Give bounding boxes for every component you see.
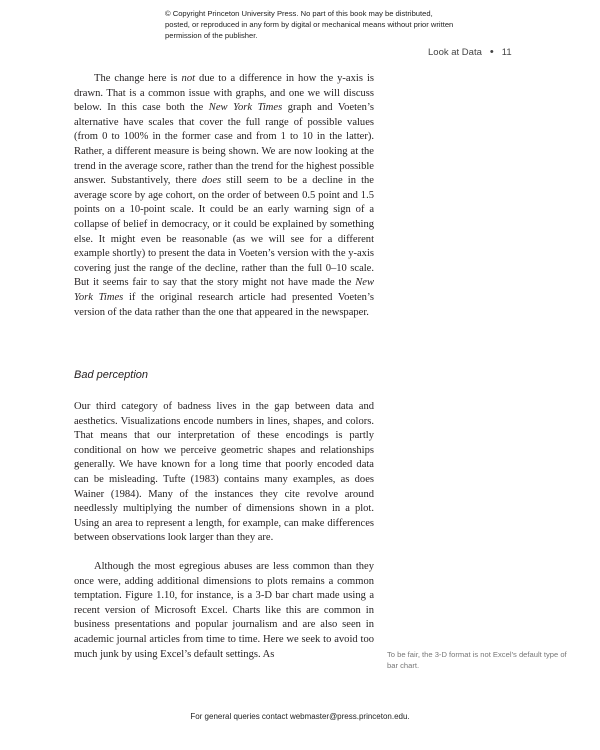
page-number: 11 <box>501 47 512 58</box>
margin-note: To be fair, the 3-D format is not Excel’s default type of bar chart. <box>387 650 567 670</box>
emphasis-does: does <box>201 175 222 187</box>
body-paragraph-3 <box>74 560 374 662</box>
paragraph-text: Although the most egregious abuses are less common than they once were, adding additional dimensions to plots remains a common temptation. Figure 1.10, for instance, is a 3-D bar chart made using a recent version of Microsoft Excel. Charts like this are common in business presentations and popular journalism and are also seen in academic journal articles from time to time. Here we seek to avoid too much junk by using Excel’s default settings. As <box>74 561 374 660</box>
separator-dot: • <box>489 46 494 58</box>
body-paragraph-1 <box>74 72 374 320</box>
footer-contact: For general queries contact webmaster@press.princeton.edu. <box>190 712 410 721</box>
body-paragraph-2 <box>74 400 374 546</box>
emphasis-nyt: New York Times <box>208 102 283 114</box>
paragraph-text: Our third category of badness lives in the gap between data and aesthetics. Visualizations encode numbers in lines, shapes, and colors. That means that our interpretation of these encodings is partly conditional on how we perceive geometric shapes and relationships generally. We have known for a long time that poorly encoded data can be misleading. Tufte (1983) contains many examples, as does Wainer (1984). Many of the instances they cite revolve around needlessly multiplying the number of dimensions shown in a plot. Using an area to represent a length, for example, can make differences between observations look larger than they are. <box>74 401 374 544</box>
emphasis-not: not <box>181 73 196 84</box>
running-head <box>428 46 538 58</box>
copyright-notice: © Copyright Princeton University Press. No part of this book may be distributed, posted, or reproduced in any form by digital or mechanical means without prior written permission of the publisher. <box>165 9 454 40</box>
emphasis-nyt: New York Times <box>74 277 374 303</box>
text-run: if the original research article had presented Voeten’s version of the data rather than the one that appeared in the newspaper. <box>74 291 374 318</box>
running-head-title: Look at Data <box>428 47 482 58</box>
text-run: due to a difference in how the y-axis is drawn. That is a common issue with graphs, and one we will discuss below. In this case both the <box>74 73 374 114</box>
text-run: still seem to be a decline in the average score by age cohort, on the order of between 0.5 point and 1.5 points on a 10-point scale. It could be an early warning sign of a collapse of belief in democracy, or it could be explained by something else. It might even be reasonable (as we will see for a different example shortly) to present the data in Voeten’s version with the y-axis covering just the range of the decline, rather than the full 0–10 scale. But it seems fair to say that the story might not have made the <box>74 175 374 289</box>
text-run: graph and Voeten’s alternative have scales that cover the full range of possible values (from 0 to 100% in the former case and from 1 to 10 in the latter). Rather, a different measure is being shown. We are now looking at the trend in the average score, rather than the trend for the highest possible answer. Substantively, there <box>74 102 374 187</box>
section-heading: Bad perception <box>74 369 148 381</box>
text-run: The change here is <box>94 73 182 84</box>
